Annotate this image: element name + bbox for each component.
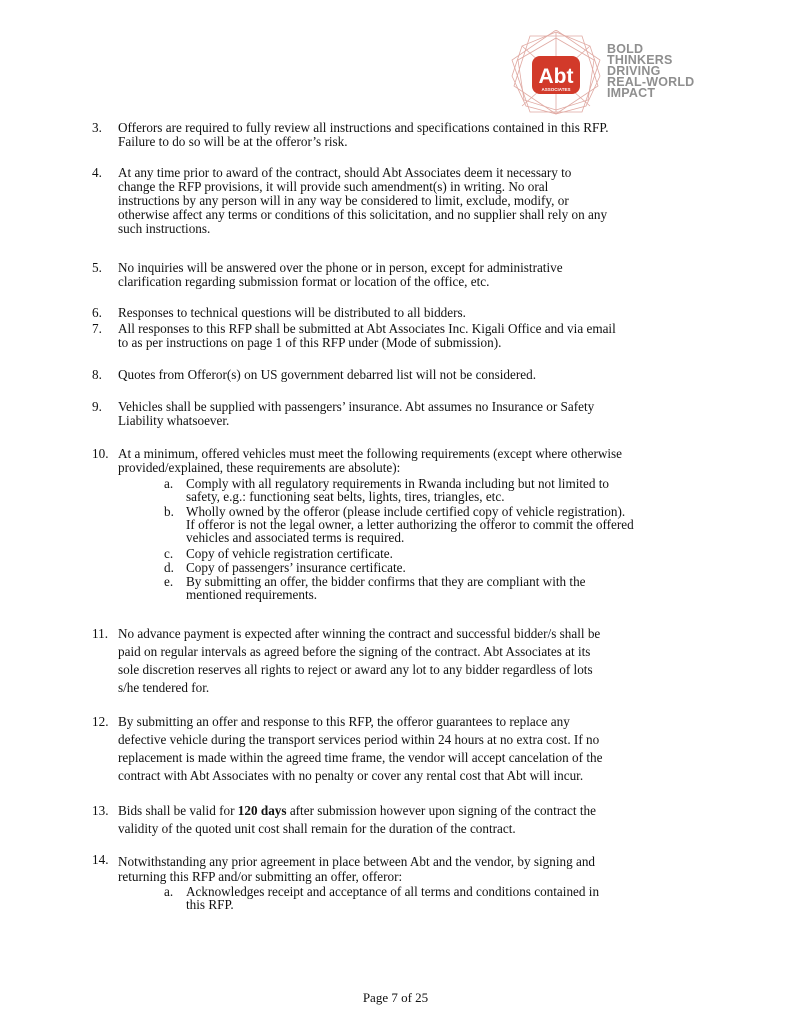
text-line: change the RFP provisions, it will provide such amendment(s) in writing. No oral — [118, 179, 549, 194]
text-line: replacement is made within the agreed time frame, the vendor will accept cancelation of the — [118, 750, 603, 765]
text-line — [118, 802, 708, 820]
item-text — [118, 322, 708, 350]
abt-emblem-icon — [510, 30, 602, 115]
text-line: defective vehicle during the transport services period within 24 hours at no extra cost. If no — [118, 732, 600, 747]
sub-text — [186, 561, 706, 574]
sub-text — [186, 575, 706, 601]
text-line: Comply with all regulatory requirements in Rwanda including but not limited to — [186, 476, 610, 491]
text-line: to as per instructions on page 1 of this RFP under (Mode of submission). — [118, 335, 502, 350]
text-run: after submission however upon signing of the contract the — [286, 803, 596, 818]
sub-text — [186, 477, 706, 503]
text-line: Failure to do so will be at the offeror’s risk. — [118, 134, 348, 149]
tagline-line: IMPACT — [607, 86, 656, 100]
text-line: s/he tendered for. — [118, 680, 210, 695]
sub-text — [186, 885, 706, 911]
sub-text — [186, 505, 706, 544]
text-line: Vehicles shall be supplied with passengers’ insurance. Abt assumes no Insurance or Safety — [118, 399, 595, 414]
item-text — [118, 121, 708, 149]
text-line: No advance payment is expected after winning the contract and successful bidder/s shall be — [118, 626, 601, 641]
item-number: 12. — [92, 714, 109, 729]
text-run: Bids shall be valid for — [118, 803, 238, 818]
sub-text — [186, 547, 706, 560]
item-text — [118, 802, 708, 838]
tagline-line: BOLD — [607, 42, 644, 56]
item-text — [118, 166, 708, 236]
item-number: 6. — [92, 305, 102, 320]
text-line: such instructions. — [118, 221, 211, 236]
item-text — [118, 625, 708, 697]
text-line: By submitting an offer and response to this RFP, the offeror guarantees to replace any — [118, 714, 570, 729]
sub-letter: d. — [164, 560, 174, 575]
sub-letter: a. — [164, 476, 174, 491]
logo-subtext: ASSOCIATES — [541, 87, 571, 92]
item-number: 5. — [92, 260, 102, 275]
text-line: provided/explained, these requirements are absolute): — [118, 460, 401, 475]
text-line: Responses to technical questions will be distributed to all bidders. — [118, 305, 466, 320]
tagline-line: DRIVING — [607, 64, 661, 78]
item-text — [118, 368, 708, 382]
text-line: Acknowledges receipt and acceptance of all terms and conditions contained in — [186, 884, 600, 899]
validity-period: 120 days — [237, 803, 287, 818]
item-text — [118, 261, 708, 289]
tagline-line: REAL-WORLD — [607, 75, 695, 89]
sub-letter: a. — [164, 884, 174, 899]
item-number: 10. — [92, 446, 109, 461]
text-line: clarification regarding submission format or location of the office, etc. — [118, 274, 490, 289]
text-line: Offerors are required to fully review all instructions and specifications contained in this RFP. — [118, 120, 609, 135]
text-line: Notwithstanding any prior agreement in place between Abt and the vendor, by signing and — [118, 854, 596, 869]
text-line: Quotes from Offeror(s) on US government debarred list will not be considered. — [118, 367, 536, 382]
text-line: returning this RFP and/or submitting an offer, offeror: — [118, 869, 403, 884]
text-line: safety, e.g.: functioning seat belts, lights, tires, triangles, etc. — [186, 489, 505, 504]
sub-letter: c. — [164, 546, 174, 561]
text-line: vehicles and associated terms is required. — [186, 530, 405, 545]
item-text — [118, 447, 708, 475]
text-line: mentioned requirements. — [186, 587, 318, 602]
item-number: 14. — [92, 852, 109, 867]
text-line: At a minimum, offered vehicles must meet the following requirements (except where otherwise — [118, 446, 623, 461]
item-text — [118, 306, 708, 320]
item-text — [118, 400, 708, 428]
sub-letter: e. — [164, 574, 174, 589]
item-number: 9. — [92, 399, 102, 414]
text-line: By submitting an offer, the bidder confirms that they are compliant with the — [186, 574, 586, 589]
item-number: 8. — [92, 367, 102, 382]
text-line: sole discretion reserves all rights to reject or award any lot to any bidder regardless of lots — [118, 662, 593, 677]
abt-logo — [510, 30, 695, 115]
text-line: validity of the quoted unit cost shall remain for the duration of the contract. — [118, 821, 516, 836]
item-text — [118, 853, 708, 884]
text-line: Wholly owned by the offeror (please include certified copy of vehicle registration). — [186, 504, 626, 519]
text-line: Liability whatsoever. — [118, 413, 230, 428]
text-line: At any time prior to award of the contract, should Abt Associates deem it necessary to — [118, 165, 572, 180]
text-line: All responses to this RFP shall be submitted at Abt Associates Inc. Kigali Office and via email — [118, 321, 616, 336]
text-line: Copy of passengers’ insurance certificate. — [186, 560, 406, 575]
text-line: this RFP. — [186, 897, 234, 912]
text-line: If offeror is not the legal owner, a letter authorizing the offeror to commit the offered — [186, 517, 634, 532]
text-line: otherwise affect any terms or conditions of this solicitation, and no supplier shall rely on any — [118, 207, 608, 222]
item-text — [118, 713, 708, 785]
item-number: 7. — [92, 321, 102, 336]
logo-text: Abt — [538, 65, 574, 88]
item-number: 13. — [92, 803, 109, 818]
item-number: 4. — [92, 165, 102, 180]
text-line: paid on regular intervals as agreed before the signing of the contract. Abt Associates at its — [118, 644, 591, 659]
text-line: instructions by any person will in any way be considered to limit, exclude, modify, or — [118, 193, 569, 208]
text-line: No inquiries will be answered over the phone or in person, except for administrative — [118, 260, 563, 275]
logo-tagline — [607, 44, 694, 99]
text-line: contract with Abt Associates with no penalty or cover any rental cost that Abt will incur. — [118, 768, 584, 783]
item-number: 11. — [92, 626, 108, 641]
page-number: Page 7 of 25 — [362, 990, 429, 1005]
text-line: Copy of vehicle registration certificate. — [186, 546, 393, 561]
item-number: 3. — [92, 120, 102, 135]
sub-letter: b. — [164, 504, 174, 519]
tagline-line: THINKERS — [607, 53, 673, 67]
